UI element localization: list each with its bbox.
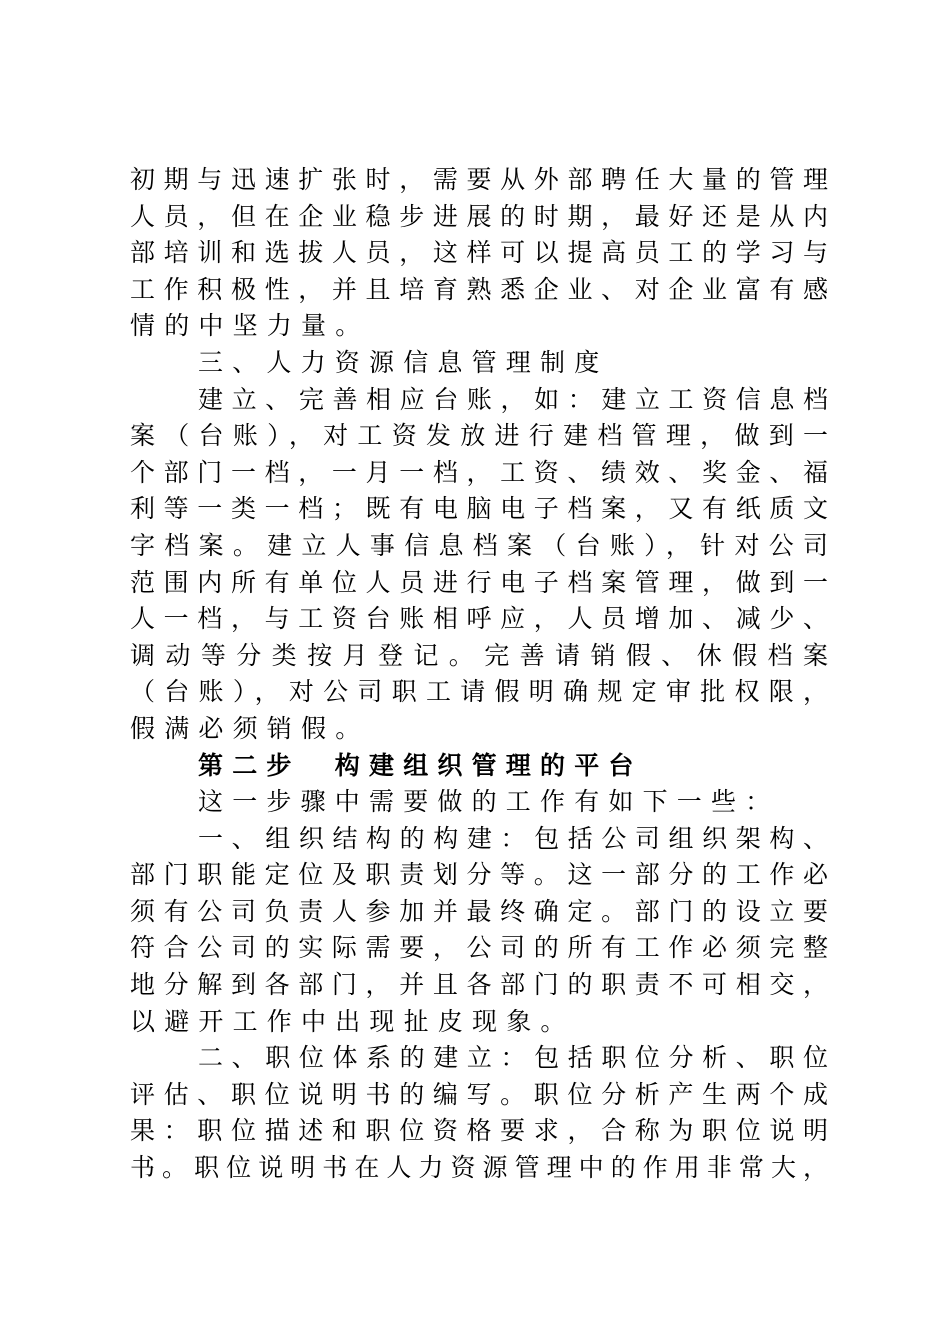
text-line: 字档案。建立人事信息档案（台账），针对公司 <box>130 530 828 560</box>
text-line: 个部门一档，一月一档，工资、绩效、奖金、福 <box>130 457 828 487</box>
text-line: 符合公司的实际需要，公司的所有工作必须完整 <box>130 933 828 963</box>
text-line: 利等一类一档；既有电脑电子档案，又有纸质文 <box>130 494 828 524</box>
text-line: 部培训和选拔人员，这样可以提高员工的学习与 <box>130 238 828 268</box>
text-line: 初期与迅速扩张时，需要从外部聘任大量的管理 <box>130 165 828 194</box>
text-line: 情的中坚力量。 <box>130 311 370 341</box>
text-line: 果：职位描述和职位资格要求，合称为职位说明 <box>130 1116 828 1146</box>
text-line: 调动等分类按月登记。完善请销假、休假档案 <box>130 640 828 670</box>
text-line: 以避开工作中出现扯皮现象。 <box>130 1006 575 1036</box>
section-heading: 第二步 构建组织管理的平台 <box>198 750 643 780</box>
text-line: 部门职能定位及职责划分等。这一部分的工作必 <box>130 860 828 890</box>
text-line: 三、人力资源信息管理制度 <box>198 347 609 377</box>
text-line: 地分解到各部门，并且各部门的职责不可相交， <box>130 970 828 1000</box>
text-line: 这一步骤中需要做的工作有如下一些： <box>198 787 780 817</box>
text-line: 须有公司负责人参加并最终确定。部门的设立要 <box>130 896 828 926</box>
text-line: 二、职位体系的建立：包括职位分析、职位 <box>198 1043 828 1073</box>
text-line: 评估、职位说明书的编写。职位分析产生两个成 <box>130 1079 828 1109</box>
text-line: 案（台账），对工资发放进行建档管理，做到一 <box>130 421 828 451</box>
text-line: 范围内所有单位人员进行电子档案管理，做到一 <box>130 567 828 597</box>
text-line: （台账），对公司职工请假明确规定审批权限， <box>130 677 828 707</box>
text-line: 假满必须销假。 <box>130 713 370 743</box>
text-line: 工作积极性，并且培育熟悉企业、对企业富有感 <box>130 274 828 304</box>
text-line: 人一档，与工资台账相呼应，人员增加、减少、 <box>130 604 828 634</box>
document-body <box>130 162 828 1187</box>
text-line: 人员，但在企业稳步进展的时期，最好还是从内 <box>130 201 828 231</box>
text-line: 建立、完善相应台账，如：建立工资信息档 <box>198 384 828 414</box>
text-line: 一、组织结构的构建：包括公司组织架构、 <box>198 823 828 853</box>
text-line: 书。职位说明书在人力资源管理中的作用非常大， <box>130 1153 828 1183</box>
